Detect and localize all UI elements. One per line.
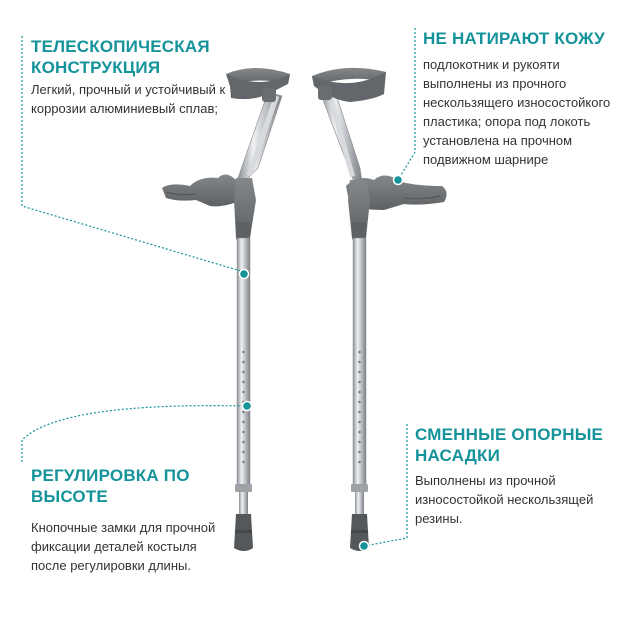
- leader-line-height: [22, 406, 246, 462]
- telescopic-title: ТЕЛЕСКОПИЧЕСКАЯ КОНСТРУКЦИЯ: [31, 37, 210, 77]
- marker-dot-telescopic: [240, 270, 249, 279]
- leader-line-no-chafing: [398, 28, 415, 180]
- height-adjustment-title: РЕГУЛИРОВКА ПО ВЫСОТЕ: [31, 466, 190, 506]
- marker-dot-height: [243, 402, 252, 411]
- marker-dot-tips: [360, 542, 369, 551]
- telescopic-description: Легкий, прочный и устойчивый к коррозии алюминиевый сплав;: [31, 82, 226, 116]
- marker-dot-no-chafing: [394, 176, 403, 185]
- replaceable-tips-description: Выполнены из прочной износостойкой нескользящей резины.: [415, 473, 594, 526]
- replaceable-tips-title: СМЕННЫЕ ОПОРНЫЕ НАСАДКИ: [415, 425, 604, 465]
- no-chafing-title: НЕ НАТИРАЮТ КОЖУ: [423, 29, 605, 48]
- leader-line-tips: [364, 424, 407, 546]
- height-adjustment-description: Кнопочные замки для прочной фиксации деталей костыля после регулировки длины.: [31, 520, 216, 573]
- no-chafing-description: подлокотник и рукояти выполнены из прочного нескользящего износостойкого пластика; опора под локоть установлена на прочном подвижном шарнире: [423, 57, 611, 167]
